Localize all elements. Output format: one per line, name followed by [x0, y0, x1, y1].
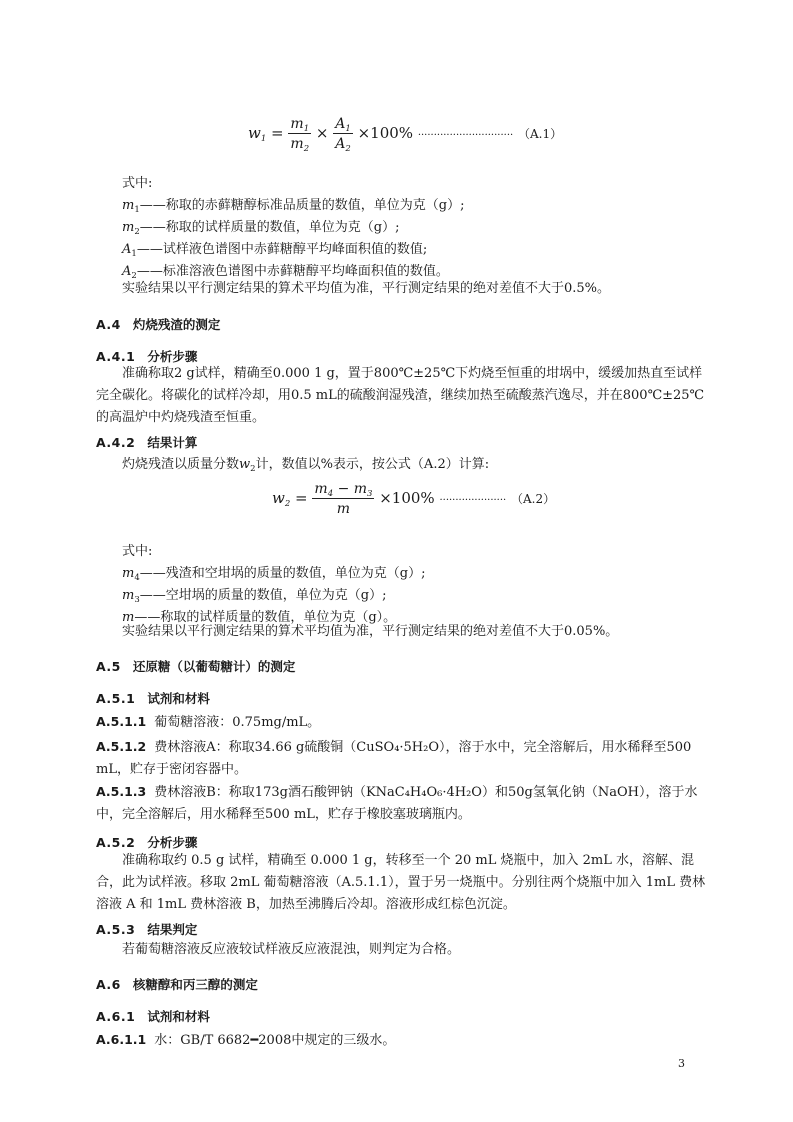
- result-statement-1: 实验结果以平行测定结果的算术平均值为准，平行测定结果的绝对差值不大于0.5%。: [122, 281, 611, 296]
- paragraph-a52: 准确称取约 0.5 g 试样，精确至 0.000 1 g，转移至一个 20 mL 烧瓶中，加入 2mL 水，溶解、混合，此为试样液。移取 2mL 葡萄糖溶液（A.5.1.1），置于另一烧瓶中。分别往两个烧瓶中加入 1mL 费林溶液 A 和 1mL 费林溶液 B，加热至沸腾后冷却。溶液形成红棕色沉淀。: [96, 853, 706, 912]
- section-heading-a51: A.5.1 试剂和材料: [96, 691, 210, 706]
- section-heading-a52: A.5.2 分析步骤: [96, 835, 198, 850]
- section-heading-a42: A.4.2 结果计算: [96, 435, 198, 450]
- definition-a2: $A_2——$标准溶液色谱图中赤藓糖醇平均峰面积值的数值。: [122, 264, 449, 281]
- paragraph-a53: 若葡萄糖溶液反应液较试样液反应液混浊，则判定为合格。: [122, 942, 461, 957]
- formula-ref-a2: （A.2）: [511, 492, 556, 506]
- paragraph-a42: 灼烧残渣以质量分数$w_2$计，数值以%表示，按公式（A.2）计算:: [122, 457, 490, 474]
- section-heading-a5: A.5 还原糖（以葡萄糖计）的测定: [96, 659, 296, 674]
- where-label-1: 式中:: [122, 176, 153, 191]
- paragraph-a41: 准确称取2 g试样，精确至0.000 1 g，置于800℃±25℃下灼烧至恒重的坩埚中，缓缓加热直至试样完全碳化。将碳化的试样冷却，用0.5 mL的硫酸润湿残渣，继续加热至硫酸蒸汽逸尽，并在800℃±25℃的高温炉中灼烧残渣至恒重。: [96, 366, 705, 425]
- clause-a611: A.6.1.1 水：GB/T 6682━2008中规定的三级水。: [96, 1032, 396, 1048]
- definition-m3: $m_3——$空坩埚的质量的数值，单位为克（g）;: [122, 588, 387, 605]
- fraction-m4-m3-m: $\frac{m_4 - m_3}{m}$: [314, 481, 373, 517]
- where-label-2: 式中:: [122, 544, 153, 559]
- fraction-m1-m2: $\frac{m_1}{m_2}$: [290, 116, 310, 154]
- result-statement-2: 实验结果以平行测定结果的算术平均值为准，平行测定结果的绝对差值不大于0.05%。: [122, 624, 619, 639]
- clause-a511: A.5.1.1 葡萄糖溶液：0.75mg/mL。: [96, 714, 321, 730]
- clause-a512: A.5.1.2 费林溶液A：称取34.66 g硫酸铜（CuSO₄·5H₂O），溶于水中，完全溶解后，用水稀释至500 mL，贮存于密闭容器中。: [96, 739, 692, 777]
- section-heading-a53: A.5.3 结果判定: [96, 922, 198, 937]
- definition-m2: $m_2——$称取的试样质量的数值，单位为克（g）;: [122, 220, 400, 237]
- clause-a513: A.5.1.3 费林溶液B：称取173g酒石酸钾钠（KNaC₄H₄O₆·4H₂O）和50g氢氧化钠（NaOH），溶于水中，完全溶解后，用水稀释至500 mL，贮存于橡胶塞玻璃瓶内。: [96, 784, 698, 822]
- formula-a1: $w_1$ = $\frac{m_1}{m_2}$ × $\frac{A_1}{A_2}$ ×100% ······························ （A.1）: [248, 116, 563, 154]
- section-heading-a61: A.6.1 试剂和材料: [96, 1009, 210, 1024]
- formula-ref-a1: （A.1）: [517, 127, 563, 141]
- section-heading-a4: A.4 灼烧残渣的测定: [96, 317, 221, 332]
- section-heading-a41: A.4.1 分析步骤: [96, 349, 198, 364]
- fraction-a1-a2: $\frac{A_1}{A_2}$: [335, 116, 351, 154]
- definition-m: m——称取的试样质量的数值，单位为克（g）。: [122, 610, 397, 625]
- formula-a2: $w_2$ = $\frac{m_4 - m_3}{m}$ ×100% ····················· （A.2）: [272, 481, 556, 517]
- page-number: 3: [678, 1057, 685, 1070]
- definition-m4: $m_4——$残渣和空坩埚的质量的数值，单位为克（g）;: [122, 566, 426, 583]
- section-heading-a6: A.6 核糖醇和丙三醇的测定: [96, 977, 258, 992]
- definition-a1: $A_1——$试样液色谱图中赤藓糖醇平均峰面积值的数值;: [122, 242, 428, 259]
- definition-m1: $m_1——$称取的赤藓糖醇标准品质量的数值，单位为克（g）;: [122, 198, 465, 215]
